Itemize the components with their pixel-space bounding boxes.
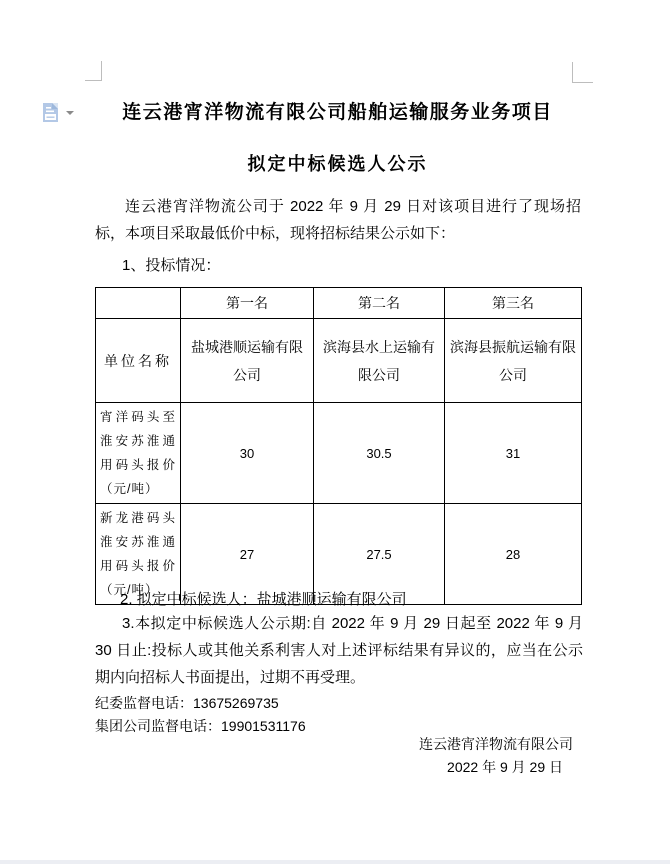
cell-price-5: 27.5 [314,504,445,605]
header-cell-third: 第三名 [445,288,582,319]
row-label-price-xinlonggang: 新龙港码头淮安苏淮通用码头报价（元/吨） [96,504,181,605]
cell-company-1: 盐城港顺运输有限公司 [181,319,314,403]
row-label-company: 单位名称 [96,319,181,403]
table-row [96,319,582,403]
dropdown-arrow-icon [65,109,75,117]
item-3-publicity-period: 3.本拟定中标候选人公示期:自 2022 年 9 月 29 日起至 2022 年 9 月 30 日止:投标人或其他关系利害人对上述评标结果有异议的，应当在公示期内向招标人书面提出，过期不再受理。 [95,615,583,686]
header-cell-second: 第二名 [314,288,445,319]
margin-crop-mark-left [85,61,102,81]
section-1-heading: 1、投标情况： [122,257,221,274]
discipline-phone-line: 纪委监督电话：13675269735 [95,695,279,711]
signature-company: 连云港宵洋物流有限公司 [419,736,573,752]
margin-crop-mark-right [572,62,593,83]
paste-options-button[interactable] [40,100,76,126]
cell-price-3: 31 [445,403,582,504]
row-label-price-xiaoyang: 宵洋码头至淮安苏淮通用码头报价（元/吨） [96,403,181,504]
cell-price-6: 28 [445,504,582,605]
header-cell-blank [96,288,181,319]
table-row [96,403,582,504]
cell-price-1: 30 [181,403,314,504]
cell-price-2: 30.5 [314,403,445,504]
window-bottom-edge [0,860,670,864]
signature-date: 2022 年 9 月 29 日 [447,759,563,775]
page-subtitle: 拟定中标候选人公示 [247,154,428,174]
bid-results-table [95,287,582,605]
cell-price-4: 27 [181,504,314,605]
intro-paragraph: 连云港宵洋物流公司于 2022 年 9 月 29 日对该项目进行了现场招标，本项目采取最低价中标，现将招标结果公示如下： [95,198,581,242]
header-cell-first: 第一名 [181,288,314,319]
page-title: 连云港宵洋物流有限公司船舶运输服务业务项目 [122,102,553,123]
cell-company-3: 滨海县振航运输有限公司 [445,319,582,403]
item-2-candidate: 2. 拟定中标候选人：盐城港顺运输有限公司 [120,591,407,608]
cell-company-2: 滨海县水上运输有限公司 [314,319,445,403]
group-phone-line: 集团公司监督电话：19901531176 [95,718,306,734]
table-header-row [96,288,582,319]
